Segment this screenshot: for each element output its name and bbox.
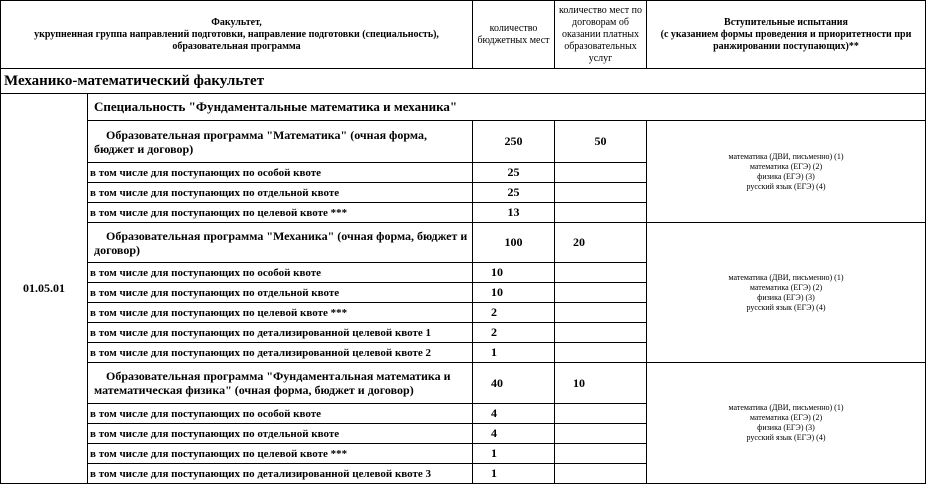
quota-label: в том числе для поступающих по отдельной квоте bbox=[88, 283, 473, 303]
program-row bbox=[1, 363, 926, 404]
quota-label: в том числе для поступающих по детализированной целевой квоте 3 bbox=[88, 464, 473, 484]
program-row bbox=[1, 223, 926, 263]
program-paid: 10 bbox=[555, 363, 647, 404]
exam-item: русский язык (ЕГЭ) (4) bbox=[746, 181, 826, 191]
quota-label: в том числе для поступающих по особой квоте bbox=[88, 404, 473, 424]
program-budget: 100 bbox=[473, 223, 555, 263]
quota-value: 1 bbox=[473, 444, 555, 464]
exam-item: математика (ДВИ, письменно) (1) bbox=[728, 151, 844, 161]
quota-label: в том числе для поступающих по целевой квоте *** bbox=[88, 203, 473, 223]
header-faculty bbox=[1, 1, 473, 69]
specialty-row bbox=[1, 94, 926, 121]
quota-label: в том числе для поступающих по особой квоте bbox=[88, 163, 473, 183]
program-title: Образовательная программа "Механика" (очная форма, бюджет и договор) bbox=[88, 223, 473, 263]
exam-item: математика (ЕГЭ) (2) bbox=[749, 161, 823, 171]
exam-item: русский язык (ЕГЭ) (4) bbox=[746, 302, 826, 312]
program-title: Образовательная программа "Математика" (очная форма, бюджет и договор) bbox=[88, 121, 473, 163]
quota-value: 2 bbox=[473, 303, 555, 323]
faculty-row bbox=[1, 69, 926, 94]
header-row bbox=[1, 1, 926, 69]
quota-value: 1 bbox=[473, 343, 555, 363]
quota-label: в том числе для поступающих по отдельной квоте bbox=[88, 183, 473, 203]
quota-paid-empty bbox=[555, 263, 647, 283]
exam-item: физика (ЕГЭ) (3) bbox=[757, 171, 815, 181]
quota-paid-empty bbox=[555, 183, 647, 203]
program-exams bbox=[647, 223, 926, 363]
header-paid: количество мест по договорам об оказании платных образовательных услуг bbox=[555, 1, 647, 69]
exam-item: физика (ЕГЭ) (3) bbox=[757, 292, 815, 302]
program-exams bbox=[647, 363, 926, 484]
quota-value: 25 bbox=[473, 183, 555, 203]
quota-paid-empty bbox=[555, 343, 647, 363]
quota-label: в том числе для поступающих по детализированной целевой квоте 1 bbox=[88, 323, 473, 343]
exam-item: математика (ДВИ, письменно) (1) bbox=[728, 272, 844, 282]
quota-paid-empty bbox=[555, 424, 647, 444]
quota-label: в том числе для поступающих по целевой квоте *** bbox=[88, 444, 473, 464]
quota-paid-empty bbox=[555, 283, 647, 303]
specialty-code: 01.05.01 bbox=[1, 94, 88, 484]
program-budget: 250 bbox=[473, 121, 555, 163]
header-exams bbox=[647, 1, 926, 69]
program-paid: 50 bbox=[555, 121, 647, 163]
exam-item: математика (ЕГЭ) (2) bbox=[749, 413, 823, 422]
program-exams bbox=[647, 121, 926, 223]
quota-paid-empty bbox=[555, 323, 647, 343]
quota-value: 25 bbox=[473, 163, 555, 183]
program-title: Образовательная программа "Фундаментальная математика и математическая физика" (очная форма, бюджет и договор) bbox=[88, 363, 473, 404]
quota-paid-empty bbox=[555, 203, 647, 223]
quota-value: 2 bbox=[473, 323, 555, 343]
program-row bbox=[1, 121, 926, 163]
program-budget: 40 bbox=[473, 363, 555, 404]
program-paid: 20 bbox=[555, 223, 647, 263]
quota-label: в том числе для поступающих по целевой квоте *** bbox=[88, 303, 473, 323]
quota-paid-empty bbox=[555, 464, 647, 484]
quota-paid-empty bbox=[555, 163, 647, 183]
quota-paid-empty bbox=[555, 303, 647, 323]
quota-value: 1 bbox=[473, 464, 555, 484]
quota-label: в том числе для поступающих по детализированной целевой квоте 2 bbox=[88, 343, 473, 363]
quota-value: 10 bbox=[473, 263, 555, 283]
header-exams-text: Вступительные испытания (с указанием формы проведения и приоритетности при ранжировании поступающих)** bbox=[660, 16, 912, 52]
exam-item: русский язык (ЕГЭ) (4) bbox=[746, 433, 826, 442]
exam-item: физика (ЕГЭ) (3) bbox=[757, 423, 815, 432]
header-budget: количество бюджетных мест bbox=[473, 1, 555, 69]
exam-item: математика (ЕГЭ) (2) bbox=[749, 282, 823, 292]
faculty-title: Механико-математический факультет bbox=[1, 69, 926, 94]
exam-item: математика (ДВИ, письменно) (1) bbox=[728, 403, 844, 412]
quota-label: в том числе для поступающих по особой квоте bbox=[88, 263, 473, 283]
quota-label: в том числе для поступающих по отдельной квоте bbox=[88, 424, 473, 444]
quota-value: 13 bbox=[473, 203, 555, 223]
quota-value: 10 bbox=[473, 283, 555, 303]
quota-paid-empty bbox=[555, 444, 647, 464]
specialty-title: Специальность "Фундаментальные математика и механика" bbox=[88, 94, 926, 121]
quota-paid-empty bbox=[555, 404, 647, 424]
quota-value: 4 bbox=[473, 404, 555, 424]
quota-value: 4 bbox=[473, 424, 555, 444]
header-faculty-text: Факультет, укрупненная группа направлений подготовки, направление подготовки (специальность), образовательная программа bbox=[34, 16, 439, 52]
